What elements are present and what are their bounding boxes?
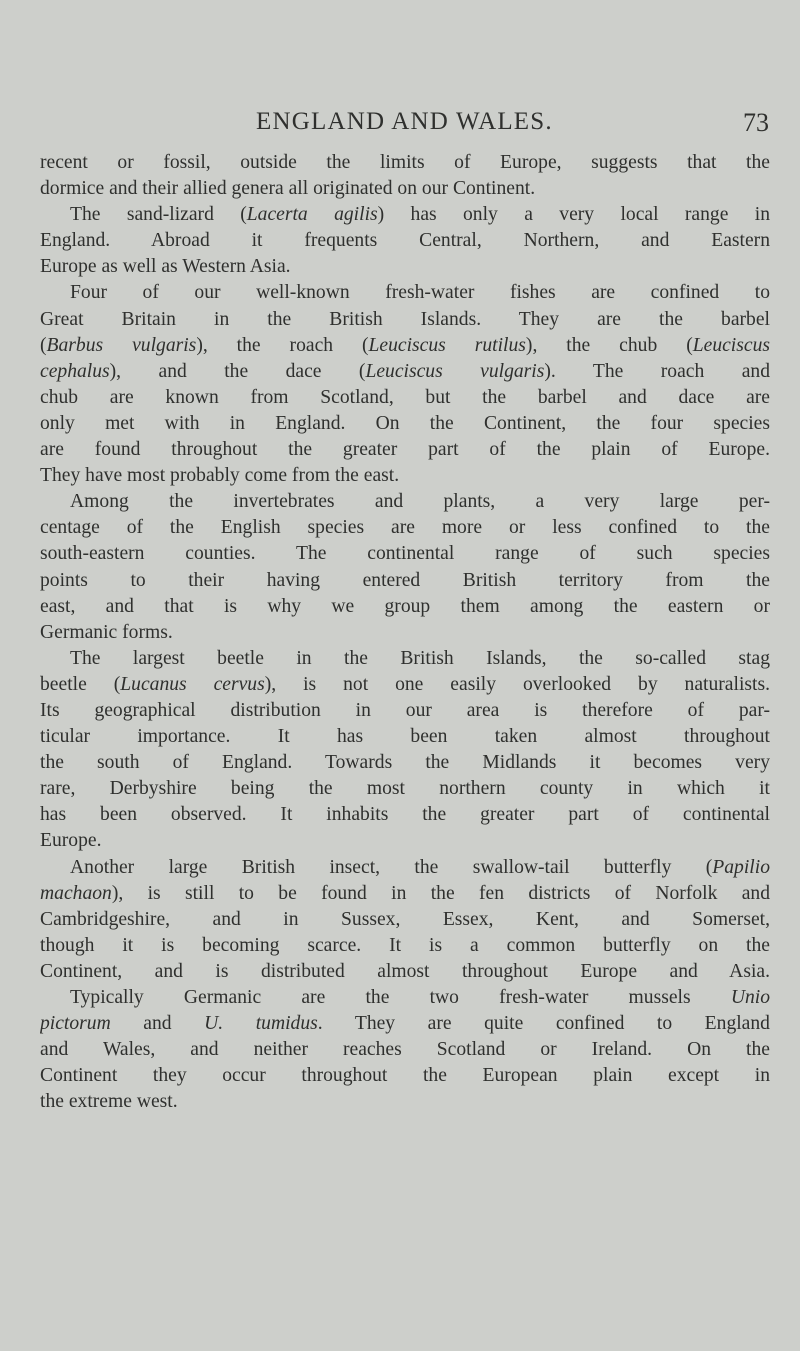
text-line: rare, Derbyshire being the most northern county in which it [40,778,770,800]
text-line: chub are known from Scotland, but the barbel and dace are [40,386,770,408]
text-line: and Wales, and neither reaches Scotland or Ireland. On the [40,1039,770,1061]
text-line: south-eastern counties. The continental range of such species [40,543,770,565]
text-line: Among the invertebrates and plants, a very large per- [70,491,770,513]
text-line: England. Abroad it frequents Central, Northern, and Eastern [40,230,770,252]
text-line: recent or fossil, outside the limits of Europe, suggests that the [40,152,770,173]
text-line: are found throughout the greater part of the plain of Europe. [40,439,770,461]
text-line: Europe. [40,830,102,852]
page-number: 73 [743,108,769,137]
text-line: the south of England. Towards the Midlands it becomes very [40,752,770,774]
body-text [40,150,770,1115]
text-line: only met with in England. On the Continent, the four species [40,412,770,434]
text-line: though it is becoming scarce. It is a common butterfly on the [40,934,770,956]
text-line: Continent they occur throughout the European plain except in [40,1065,770,1087]
text-line: They have most probably come from the east. [40,465,400,487]
text-line: points to their having entered British territory from the [40,569,770,591]
text-line: Its geographical distribution in our area is therefore of par- [40,699,770,721]
text-line: the extreme west. [40,1091,178,1113]
text-line: has been observed. It inhabits the greater part of continental [40,804,770,826]
text-line: Typically Germanic are the two fresh-water mussels Unio [70,987,770,1008]
running-head-title: ENGLAND AND WALES. [256,108,553,135]
text-line: Four of our well-known fresh-water fishes are confined to [70,282,770,304]
text-line: cephalus), and the dace (Leuciscus vulgaris). The roach and [40,360,770,382]
text-line: beetle (Lucanus cervus), is not one easily overlooked by naturalists. [40,673,770,695]
text-line: dormice and their allied genera all originated on our Continent. [40,178,536,200]
text-line: Cambridgeshire, and in Sussex, Essex, Kent, and Somerset, [40,908,770,930]
text-line: Another large British insect, the swallow-tail butterfly (Papilio [70,856,770,878]
running-head [0,108,800,144]
text-line: ticular importance. It has been taken almost throughout [40,726,770,748]
text-line: The sand-lizard (Lacerta agilis) has only a very local range in [70,204,770,226]
text-line: east, and that is why we group them among the eastern or [40,595,770,617]
text-line: centage of the English species are more or less confined to the [40,517,770,539]
text-line: Europe as well as Western Asia. [40,256,291,278]
text-line: Great Britain in the British Islands. They are the barbel [40,308,770,330]
text-line: pictorum and U. tumidus. They are quite confined to England [40,1013,770,1035]
text-line: Germanic forms. [40,621,173,643]
text-line: machaon), is still to be found in the fen districts of Norfolk and [40,882,770,904]
text-line: The largest beetle in the British Islands, the so-called stag [70,647,770,669]
text-line: (Barbus vulgaris), the roach (Leuciscus rutilus), the chub (Leuciscus [40,334,770,356]
text-line: Continent, and is distributed almost throughout Europe and Asia. [40,960,770,982]
